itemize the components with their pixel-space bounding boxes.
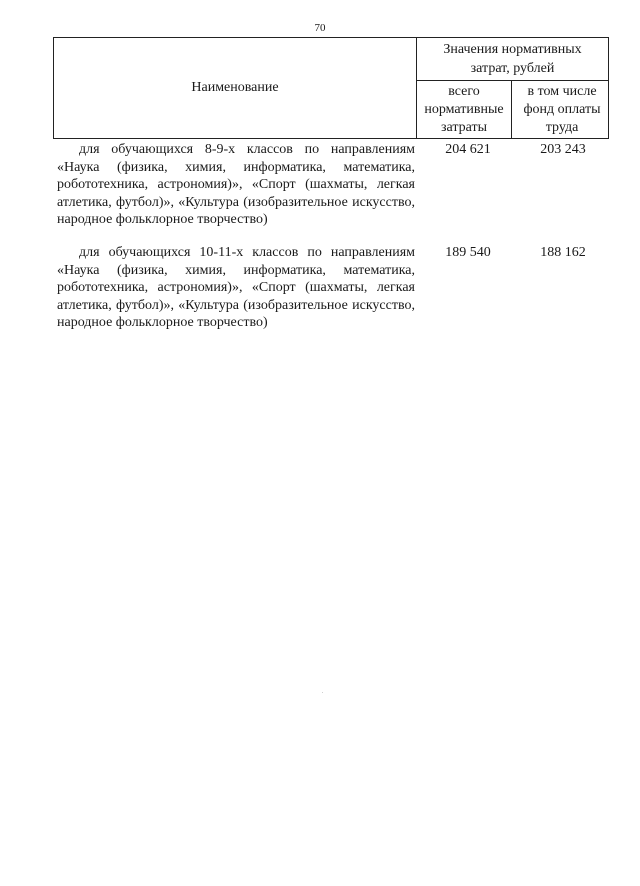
table-header	[53, 37, 609, 139]
row-wage-fund-cell: 203 243	[540, 142, 586, 157]
row-name-cell: для обучающихся 10-11-х классов по направлениям «Наука (физика, химия, информатика, математика, робототехника, астрономия)», «Спорт (шахматы, легкая атлетика, футбол)», «Культура (изобразительное искусство, народное фольклорное творчество)	[57, 245, 415, 330]
row-name-cell: для обучающихся 8-9-х классов по направлениям «Наука (физика, химия, информатика, математика, робототехника, астрономия)», «Спорт (шахматы, легкая атлетика, футбол)», «Культура (изобразительное искусство, народное фольклорное творчество)	[57, 142, 415, 227]
column-header-total: всего нормативные затраты	[417, 81, 512, 138]
row-wage-fund-cell: 188 162	[540, 245, 586, 260]
row-total-cell: 204 621	[445, 142, 491, 157]
column-header-name: Наименование	[54, 38, 417, 138]
column-header-values-group: Значения нормативных затрат, рублей	[417, 38, 608, 81]
row-total-cell: 189 540	[445, 245, 491, 260]
page-number: 70	[314, 22, 326, 34]
column-header-wage-fund: в том числе фонд оплаты труда	[523, 83, 601, 135]
scan-speck	[322, 692, 323, 693]
